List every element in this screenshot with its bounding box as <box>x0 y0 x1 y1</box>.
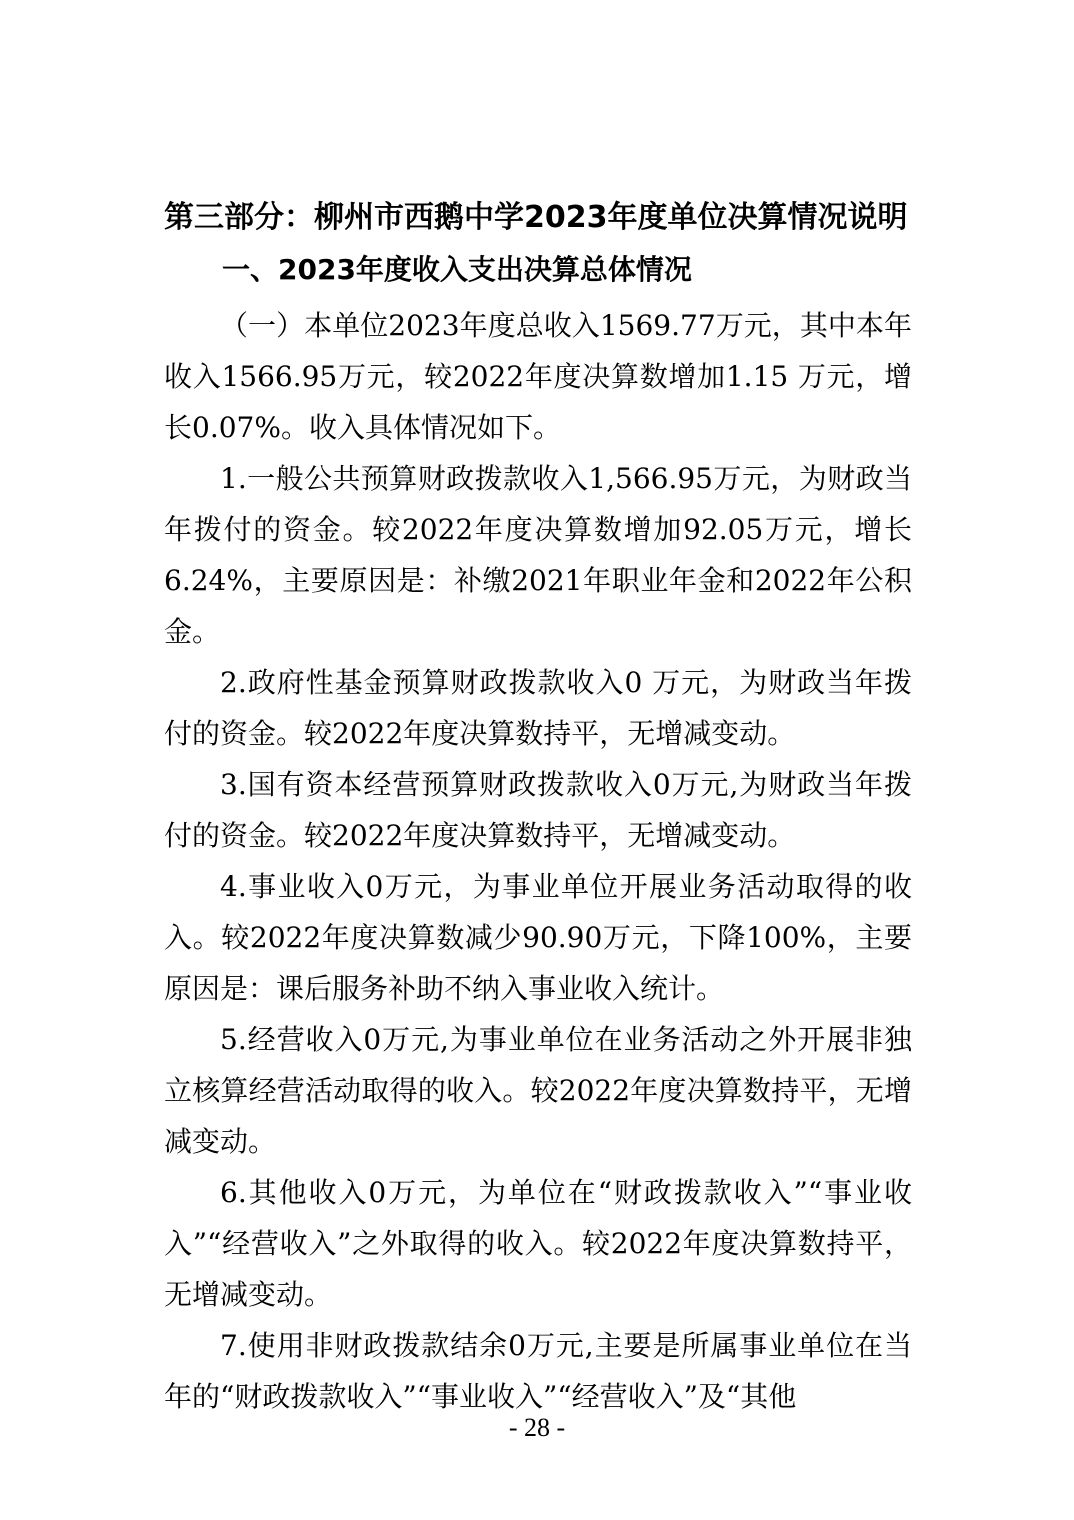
paragraph-non-fiscal-surplus: 7.使用非财政拨款结余0万元,主要是所属事业单位在当年的“财政拨款收入”“事业收入”“经营收入”及“其他 <box>164 1329 912 1413</box>
page-number: - 28 - <box>508 1413 566 1442</box>
body-text <box>164 300 912 1422</box>
paragraph-total-income: （一）本单位2023年度总收入1569.77万元，其中本年收入1566.95万元，较2022年度决算数增加1.15 万元，增长0.07%。收入具体情况如下。 <box>164 309 912 444</box>
section-heading: 第三部分：柳州市西鹅中学2023年度单位决算情况说明 <box>164 200 908 235</box>
paragraph-other-income: 6.其他收入0万元，为单位在“财政拨款收入”“事业收入”“经营收入”之外取得的收入。较2022年度决算数持平，无增减变动。 <box>164 1176 912 1311</box>
paragraph-operating-income: 5.经营收入0万元,为事业单位在业务活动之外开展非独立核算经营活动取得的收入。较2022年度决算数持平，无增减变动。 <box>164 1023 912 1158</box>
section-subheading: 一、2023年度收入支出决算总体情况 <box>222 253 692 286</box>
paragraph-business-income: 4.事业收入0万元，为事业单位开展业务活动取得的收入。较2022年度决算数减少90.90万元，下降100%，主要原因是：课后服务补助不纳入事业收入统计。 <box>164 870 912 1005</box>
paragraph-general-budget-income: 1.一般公共预算财政拨款收入1,566.95万元，为财政当年拨付的资金。较2022年度决算数增加92.05万元，增长6.24%，主要原因是：补缴2021年职业年金和2022年公积金。 <box>164 462 912 648</box>
paragraph-government-fund-income: 2.政府性基金预算财政拨款收入0 万元，为财政当年拨付的资金。较2022年度决算数持平，无增减变动。 <box>164 666 912 750</box>
paragraph-state-capital-income: 3.国有资本经营预算财政拨款收入0万元,为财政当年拨付的资金。较2022年度决算数持平，无增减变动。 <box>164 768 912 852</box>
